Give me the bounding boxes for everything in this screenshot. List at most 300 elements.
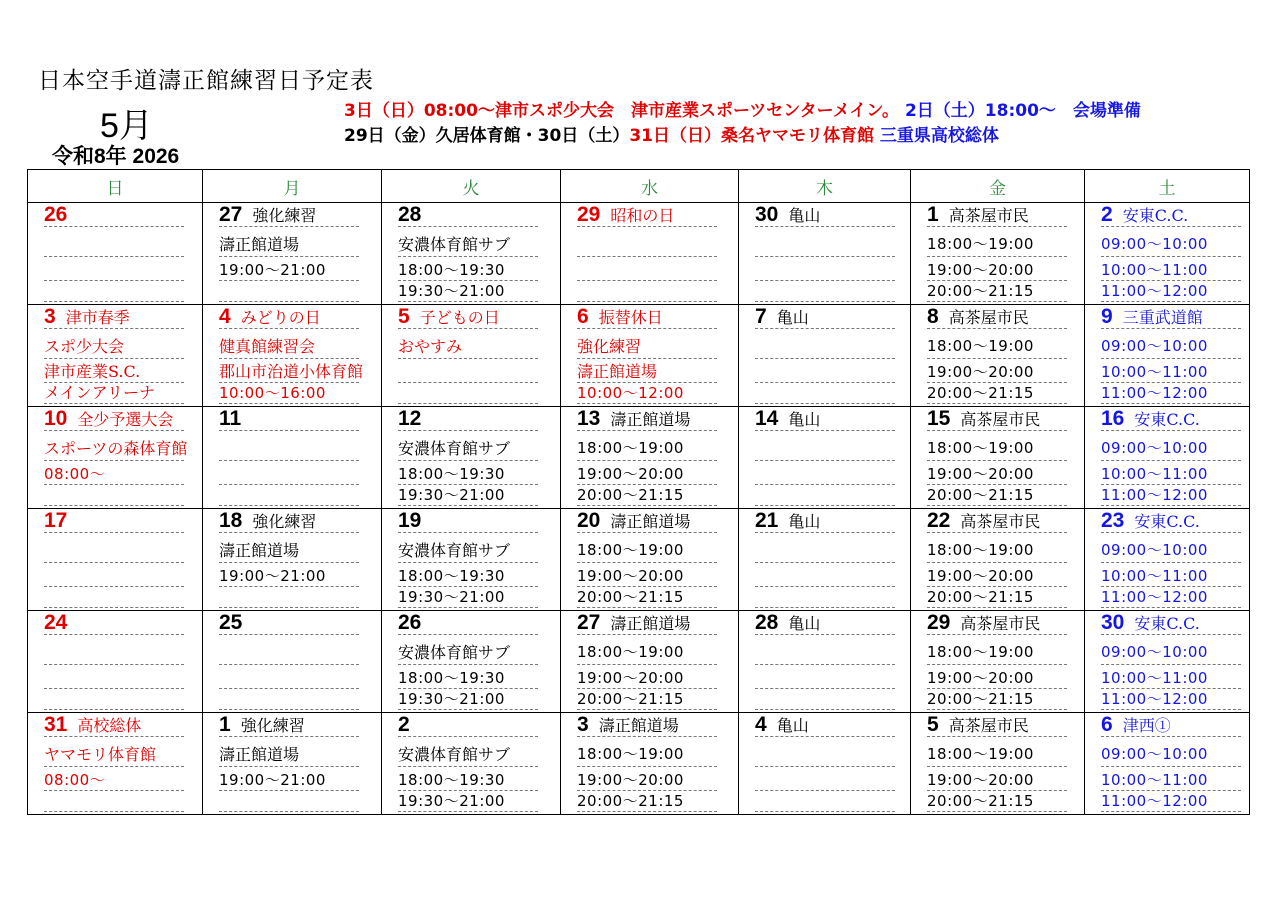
day-heading [44,204,196,227]
day-number: 28 [755,611,779,634]
day-cell [203,713,382,815]
schedule-line: 19:00～21:00 [219,260,375,281]
schedule-line: 09:00～10:00 [1101,744,1243,767]
schedule-line [44,281,196,302]
day-title: 強化練習 [252,206,317,225]
schedule-line: 20:00～21:15 [927,791,1078,812]
schedule-line [755,668,904,689]
schedule-line: 10:00～11:00 [1101,260,1243,281]
day-cell [28,509,203,611]
schedule-line [44,234,196,257]
schedule-line: 20:00～21:15 [577,485,732,506]
schedule-line: スポ少大会 [44,336,196,359]
week-row [28,713,1250,815]
day-title: 亀山 [776,308,809,327]
schedule-line: 18:00～19:30 [398,770,554,791]
notice-line-1 [344,96,1141,121]
schedule-line: 09:00～10:00 [1101,438,1243,461]
day-heading [577,612,732,635]
schedule-line: 10:00～11:00 [1101,362,1243,383]
schedule-line [44,260,196,281]
schedule-line [219,791,375,812]
day-title: 亀山 [788,512,821,531]
weekday-sat: 土 [1085,170,1250,203]
day-cell [1085,305,1250,407]
schedule-line: 19:00～20:00 [577,464,732,485]
schedule-line: 20:00～21:15 [577,689,732,710]
calendar-body [28,203,1250,815]
day-heading [1101,408,1243,431]
day-number: 19 [398,509,422,532]
schedule-line [577,281,732,302]
schedule-line: 11:00～12:00 [1101,485,1243,506]
day-heading [398,510,554,533]
day-heading [577,714,732,737]
notice-2-event: 31日（日）桑名ヤマモリ体育館 [629,126,874,146]
day-number: 17 [44,509,68,532]
schedule-line [44,642,196,665]
day-title: 亀山 [788,206,821,225]
schedule-line: 18:00～19:00 [927,642,1078,665]
schedule-line [755,464,904,485]
schedule-line [44,485,196,506]
day-cell [561,305,739,407]
day-heading [219,510,375,533]
day-heading [44,510,196,533]
weekday-sun: 日 [28,170,203,203]
schedule-line [755,383,904,404]
weekday-tue: 火 [382,170,561,203]
day-number: 25 [219,611,243,634]
schedule-line: スポーツの森体育館 [44,438,196,461]
day-heading [927,714,1078,737]
schedule-line: 18:00～19:00 [577,540,732,563]
day-cell [911,713,1085,815]
day-title: 濤正館道場 [598,716,679,735]
schedule-line: 11:00～12:00 [1101,587,1243,608]
day-title: 高茶屋市民 [960,410,1041,429]
day-title: 安東C.C. [1134,512,1200,531]
weekday-mon: 月 [203,170,382,203]
week-row [28,203,1250,305]
schedule-line [755,744,904,767]
schedule-line [755,642,904,665]
day-title: 高茶屋市民 [948,716,1029,735]
schedule-line: 09:00～10:00 [1101,336,1243,359]
weekday-thu: 木 [739,170,911,203]
schedule-line: 安濃体育館サブ [398,438,554,461]
schedule-line: 18:00～19:00 [927,540,1078,563]
schedule-line: 19:00～20:00 [577,566,732,587]
day-cell [28,407,203,509]
day-title: 全少予選大会 [77,410,174,429]
day-cell [561,713,739,815]
day-heading [1101,204,1243,227]
notice-2-tournament: 三重県高校総体 [879,126,999,146]
day-heading [44,408,196,431]
day-cell [203,509,382,611]
schedule-line [219,587,375,608]
day-title: 津市春季 [65,308,130,327]
schedule-line: 08:00～ [44,770,196,791]
day-number: 11 [219,407,242,430]
week-row [28,407,1250,509]
schedule-line: 19:00～21:00 [219,566,375,587]
schedule-line: 10:00～12:00 [577,383,732,404]
schedule-line: 18:00～19:00 [577,438,732,461]
schedule-line [219,464,375,485]
day-heading [927,408,1078,431]
week-row [28,305,1250,407]
schedule-line: 20:00～21:15 [577,587,732,608]
schedule-line: 濤正館道場 [219,540,375,563]
week-row [28,509,1250,611]
day-title: 高茶屋市民 [948,206,1029,225]
schedule-line [219,281,375,302]
schedule-line: 津市産業S.C. [44,362,196,383]
schedule-line: 09:00～10:00 [1101,642,1243,665]
schedule-line: 18:00～19:30 [398,464,554,485]
schedule-line: 19:30～21:00 [398,485,554,506]
day-cell [1085,509,1250,611]
schedule-line: 11:00～12:00 [1101,383,1243,404]
day-cell [382,407,561,509]
day-heading [398,408,554,431]
day-number: 27 [577,611,601,634]
day-title: 濤正館道場 [610,512,691,531]
schedule-line: 10:00～11:00 [1101,770,1243,791]
day-cell [1085,713,1250,815]
schedule-line [755,260,904,281]
weekday-fri: 金 [911,170,1085,203]
day-cell [561,203,739,305]
schedule-line [219,438,375,461]
schedule-line [755,566,904,587]
day-cell [28,611,203,713]
day-heading [398,306,554,329]
schedule-line: 19:30～21:00 [398,281,554,302]
day-number: 21 [755,509,779,532]
day-heading [755,306,904,329]
schedule-line: 19:00～20:00 [927,362,1078,383]
day-cell [28,203,203,305]
day-number: 23 [1101,509,1125,532]
day-heading [577,408,732,431]
schedule-line: ヤマモリ体育館 [44,744,196,767]
day-number: 29 [927,611,951,634]
day-title: 安東C.C. [1122,206,1189,225]
day-title: 亀山 [788,410,821,429]
page-title: 日本空手道濤正館練習日予定表 [38,68,374,94]
schedule-line [219,689,375,710]
day-title: 安東C.C. [1134,614,1200,633]
day-cell [739,305,911,407]
notice-line-2 [344,121,999,146]
schedule-line [755,362,904,383]
day-number: 2 [1101,203,1113,226]
schedule-line: 18:00～19:00 [927,744,1078,767]
schedule-line: 10:00～11:00 [1101,566,1243,587]
schedule-line: 18:00～19:30 [398,260,554,281]
day-heading [219,408,375,431]
schedule-line [398,362,554,383]
day-heading [755,510,904,533]
day-cell [911,611,1085,713]
day-number: 20 [577,509,601,532]
schedule-line [755,791,904,812]
schedule-line: 18:00～19:00 [577,744,732,767]
month-label: 5月 [100,107,153,145]
schedule-line: 19:00～20:00 [577,668,732,689]
day-title: 高茶屋市民 [948,308,1029,327]
day-title: 濤正館道場 [610,410,691,429]
schedule-line: 18:00～19:00 [927,336,1078,359]
schedule-line [755,234,904,257]
day-number: 22 [927,509,951,532]
day-number: 24 [44,611,68,634]
day-cell [1085,611,1250,713]
schedule-line: 18:00～19:30 [398,668,554,689]
day-title: 高校総体 [77,716,142,735]
day-cell [911,509,1085,611]
schedule-line: 08:00～ [44,464,196,485]
day-title: 強化練習 [240,716,305,735]
day-number: 30 [755,203,779,226]
day-heading [755,408,904,431]
day-title: 振替休日 [598,308,663,327]
day-heading [219,714,375,737]
day-heading [398,612,554,635]
schedule-line: 18:00～19:00 [927,438,1078,461]
schedule-line [44,668,196,689]
day-number: 9 [1101,305,1113,328]
day-cell [561,509,739,611]
day-number: 31 [44,713,68,736]
schedule-line: 09:00～10:00 [1101,234,1243,257]
day-title: 三重武道館 [1122,308,1203,327]
schedule-line: 18:00～19:00 [577,642,732,665]
schedule-line [44,566,196,587]
day-title: 強化練習 [252,512,317,531]
day-heading [44,714,196,737]
day-number: 26 [44,203,68,226]
era-year-label: 令和8年 2026 [52,145,180,168]
schedule-line: 09:00～10:00 [1101,540,1243,563]
day-title: みどりの日 [240,308,321,327]
day-heading [577,204,732,227]
day-number: 5 [398,305,410,328]
day-cell [382,305,561,407]
day-title: 高茶屋市民 [960,512,1041,531]
schedule-line [755,587,904,608]
schedule-line [219,668,375,689]
day-heading [1101,612,1243,635]
day-number: 14 [755,407,779,430]
schedule-line: 20:00～21:15 [927,587,1078,608]
weekday-wed: 水 [561,170,739,203]
day-number: 29 [577,203,601,226]
schedule-line: 19:30～21:00 [398,689,554,710]
day-number: 1 [219,713,231,736]
calendar-table [27,169,1250,815]
day-cell [561,407,739,509]
day-heading [398,204,554,227]
day-number: 6 [577,305,589,328]
schedule-line: 安濃体育館サブ [398,744,554,767]
day-number: 7 [755,305,767,328]
day-cell [739,407,911,509]
day-number: 5 [927,713,939,736]
schedule-line: 19:00～20:00 [577,770,732,791]
day-number: 6 [1101,713,1113,736]
schedule-line [44,791,196,812]
day-number: 1 [927,203,939,226]
day-number: 15 [927,407,951,430]
schedule-line: 10:00～11:00 [1101,464,1243,485]
day-heading [755,204,904,227]
schedule-line: 18:00～19:00 [927,234,1078,257]
schedule-line [398,383,554,404]
schedule-line: 19:00～20:00 [927,260,1078,281]
day-cell [203,611,382,713]
day-heading [927,612,1078,635]
schedule-line: 19:00～20:00 [927,464,1078,485]
day-number: 4 [219,305,231,328]
day-title: 安東C.C. [1134,410,1200,429]
schedule-line: 20:00～21:15 [577,791,732,812]
weekday-header-row [28,170,1250,203]
day-cell [739,713,911,815]
day-number: 26 [398,611,422,634]
day-title: 亀山 [776,716,809,735]
schedule-line: 20:00～21:15 [927,689,1078,710]
day-number: 12 [398,407,422,430]
day-title: 昭和の日 [610,206,675,225]
notice-2-venue: 29日（金）久居体育館・30日（土） [344,126,630,146]
day-heading [219,612,375,635]
schedule-line: 濤正館道場 [219,744,375,767]
schedule-line: 20:00～21:15 [927,281,1078,302]
schedule-line: 19:00～20:00 [927,668,1078,689]
schedule-line: 10:00～11:00 [1101,668,1243,689]
schedule-line: 19:00～20:00 [927,566,1078,587]
schedule-line: 11:00～12:00 [1101,281,1243,302]
day-heading [577,306,732,329]
day-cell [203,305,382,407]
schedule-line [44,689,196,710]
day-number: 18 [219,509,243,532]
day-cell [28,713,203,815]
schedule-line: 健真館練習会 [219,336,375,359]
schedule-line: 19:00～20:00 [927,770,1078,791]
schedule-line: メインアリーナ [44,383,196,404]
day-heading [44,612,196,635]
week-row [28,611,1250,713]
day-title: 子どもの日 [419,308,500,327]
schedule-line [755,336,904,359]
schedule-line [577,260,732,281]
day-number: 10 [44,407,68,430]
notice-1-setup: 2日（土）18:00～ 会場準備 [904,101,1141,121]
day-cell [911,305,1085,407]
day-title: 高茶屋市民 [960,614,1041,633]
day-cell [1085,407,1250,509]
schedule-line: 19:30～21:00 [398,587,554,608]
day-cell [203,203,382,305]
schedule-line: 郡山市治道小体育館 [219,362,375,383]
day-title: 濤正館道場 [610,614,691,633]
day-heading [755,612,904,635]
schedule-line: 安濃体育館サブ [398,234,554,257]
schedule-line [755,485,904,506]
day-title: 亀山 [788,614,821,633]
day-cell [739,509,911,611]
schedule-line: 安濃体育館サブ [398,540,554,563]
day-heading [1101,510,1243,533]
schedule-line: 19:00～21:00 [219,770,375,791]
day-number: 4 [755,713,767,736]
schedule-line: 濤正館道場 [219,234,375,257]
day-title: 津西① [1122,716,1171,735]
notice-1-event: 3日（日）08:00～津市スポ少大会 津市産業スポーツセンターメイン。 [344,101,900,121]
schedule-line [219,485,375,506]
schedule-line: 強化練習 [577,336,732,359]
day-number: 27 [219,203,243,226]
day-cell [382,611,561,713]
schedule-line [755,281,904,302]
day-number: 28 [398,203,422,226]
schedule-line [577,234,732,257]
day-number: 16 [1101,407,1125,430]
day-cell [203,407,382,509]
day-number: 30 [1101,611,1125,634]
day-cell [739,203,911,305]
day-cell [382,203,561,305]
day-heading [219,306,375,329]
day-heading [44,306,196,329]
schedule-line: 11:00～12:00 [1101,689,1243,710]
day-number: 3 [577,713,589,736]
schedule-line [755,540,904,563]
day-heading [1101,714,1243,737]
day-heading [577,510,732,533]
day-heading [398,714,554,737]
schedule-line: おやすみ [398,336,554,359]
day-heading [755,714,904,737]
schedule-line: 20:00～21:15 [927,485,1078,506]
day-heading [927,204,1078,227]
day-number: 13 [577,407,601,430]
day-cell [911,407,1085,509]
day-heading [927,510,1078,533]
day-number: 3 [44,305,56,328]
schedule-line [755,770,904,791]
day-number: 2 [398,713,410,736]
day-cell [28,305,203,407]
day-heading [927,306,1078,329]
day-cell [911,203,1085,305]
day-cell [1085,203,1250,305]
schedule-line [755,438,904,461]
schedule-line: 18:00～19:30 [398,566,554,587]
schedule-line: 濤正館道場 [577,362,732,383]
schedule-line: 10:00～16:00 [219,383,375,404]
schedule-line: 20:00～21:15 [927,383,1078,404]
day-cell [561,611,739,713]
schedule-line: 19:30～21:00 [398,791,554,812]
schedule-line [755,689,904,710]
day-heading [219,204,375,227]
